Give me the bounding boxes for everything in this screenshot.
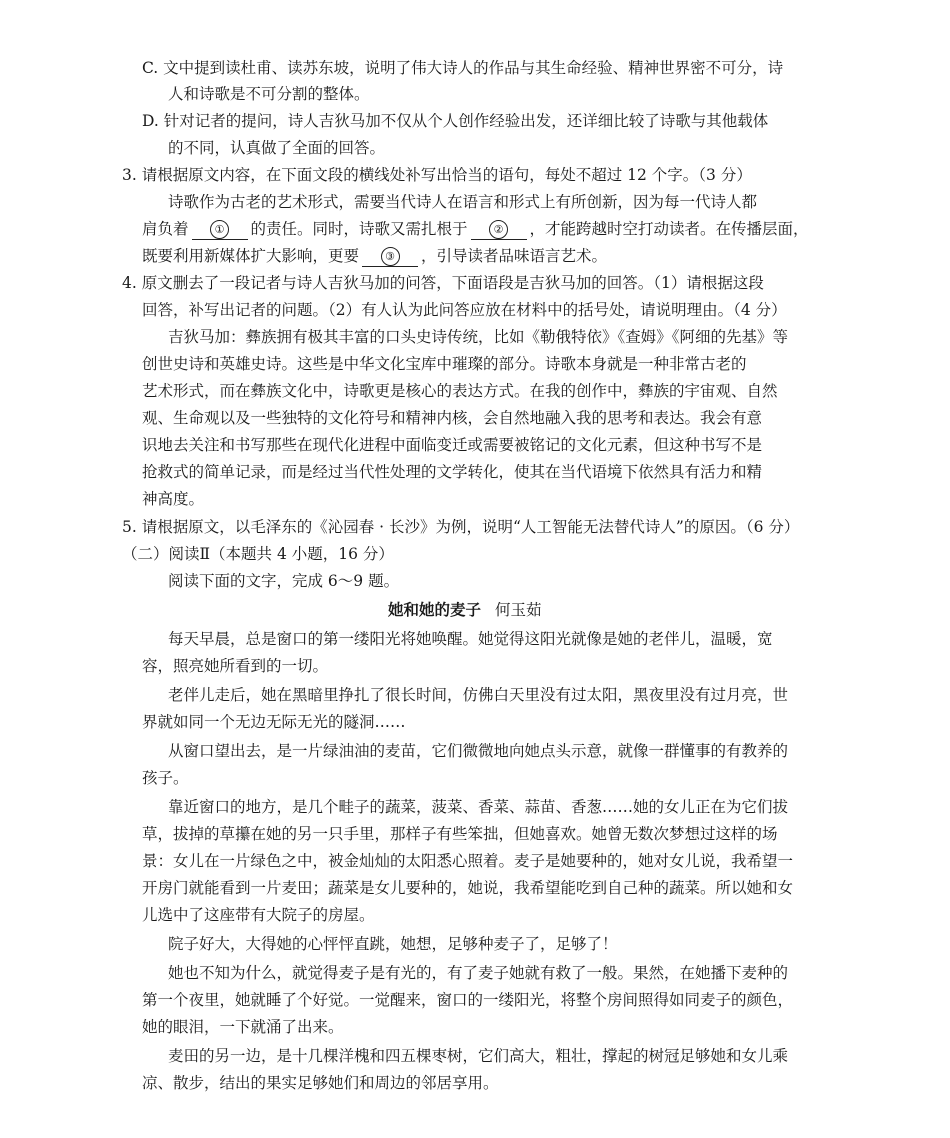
story-paragraph-5-line-1: 院子好大，大得她的心怦怦直跳，她想，足够种麦子了，足够了！ [168, 935, 618, 953]
story-author: 何玉茹 [495, 601, 542, 619]
story-paragraph-4-line-2: 草，拔掉的草攥在她的另一只手里，那样子有些笨拙，但她喜欢。她曾无数次梦想过这样的场 [142, 825, 778, 843]
option-c-line-1: C. 文中提到读杜甫、读苏东坡，说明了伟大诗人的作品与其生命经验、精神世界密不可分，诗 [142, 59, 784, 77]
story-title: 她和她的麦子 [388, 600, 482, 619]
question-4-answer-line-3: 艺术形式，而在彝族文化中，诗歌更是核心的表达方式。在我的创作中，彝族的宇宙观、自然 [142, 382, 778, 400]
question-3-passage-line-1: 诗歌作为古老的艺术形式，需要当代诗人在语言和形式上有所创新，因为每一代诗人都 [168, 193, 758, 211]
option-d-line-2: 的不同，认真做了全面的回答。 [168, 139, 386, 157]
story-heading [388, 599, 542, 621]
story-paragraph-7-line-1: 麦田的另一边，是十几棵洋槐和四五棵枣树，它们高大，粗壮，撑起的树冠足够她和女儿乘 [168, 1047, 789, 1065]
story-paragraph-2-line-1: 老伴儿走后，她在黑暗里挣扎了很长时间，仿佛白天里没有过太阳，黑夜里没有过月亮，世 [168, 686, 789, 704]
passage-text: 的责任。同时，诗歌又需扎根于 [250, 220, 468, 238]
fill-blank-3[interactable] [362, 247, 418, 267]
option-c-line-2: 人和诗歌是不可分割的整体。 [168, 85, 370, 103]
story-paragraph-6-line-2: 第一个夜里，她就睡了个好觉。一觉醒来，窗口的一缕阳光，将整个房间照得如同麦子的颜色， [142, 991, 794, 1009]
question-4-prompt-line-2: 回答，补写出记者的问题。（2）有人认为此问答应放在材料中的括号处，请说明理由。（4 分） [142, 301, 787, 319]
story-paragraph-6-line-3: 她的眼泪，一下就涌了出来。 [142, 1018, 344, 1036]
story-paragraph-3-line-1: 从窗口望出去，是一片绿油油的麦苗，它们微微地向她点头示意，就像一群懂事的有教养的 [168, 742, 789, 760]
blank-number: ② [489, 220, 508, 239]
section-2-heading: （二）阅读Ⅱ（本题共 4 小题，16 分） [122, 545, 394, 563]
story-paragraph-4-line-4: 开房门就能看到一片麦田；蔬菜是女儿要种的，她说，我希望能吃到自己种的蔬菜。所以她和女 [142, 879, 794, 897]
question-4-answer-line-5: 识地去关注和书写那些在现代化进程中面临变迁或需要被铭记的文化元素，但这种书写不是 [142, 436, 763, 454]
passage-text: 肩负着 [142, 220, 189, 238]
blank-number: ③ [381, 247, 400, 266]
passage-text: ，引导读者品味语言艺术。 [421, 247, 608, 265]
story-paragraph-7-line-2: 凉、散步，结出的果实足够她们和周边的邻居享用。 [142, 1074, 499, 1092]
question-3-passage-line-3 [142, 245, 607, 267]
question-4-answer-line-1: 吉狄马加：彝族拥有极其丰富的口头史诗传统，比如《勒俄特依》《查姆》《阿细的先基》等 [168, 328, 789, 346]
blank-number: ① [210, 220, 229, 239]
story-paragraph-4-line-5: 儿选中了这座带有大院子的房屋。 [142, 906, 375, 924]
fill-blank-1[interactable] [192, 220, 248, 240]
option-d-line-1: D. 针对记者的提问，诗人吉狄马加不仅从个人创作经验出发，还详细比较了诗歌与其他载体 [142, 112, 769, 130]
fill-blank-2[interactable] [471, 220, 527, 240]
question-4-answer-line-7: 神高度。 [142, 490, 205, 508]
story-paragraph-1-line-2: 容，照亮她所看到的一切。 [142, 657, 329, 675]
question-3-prompt: 3. 请根据原文内容，在下面文段的横线处补写出恰当的语句，每处不超过 12 个字。（3 分） [122, 166, 752, 184]
question-3-passage-line-2 [142, 218, 809, 240]
question-4-answer-line-6: 抢救式的简单记录，而是经过当代性处理的文学转化，使其在当代语境下依然具有活力和精 [142, 463, 763, 481]
question-4-answer-line-2: 创世史诗和英雄史诗。这些是中华文化宝库中璀璨的部分。诗歌本身就是一种非常古老的 [142, 355, 747, 373]
passage-text: 既要利用新媒体扩大影响，更要 [142, 247, 360, 265]
question-4-answer-line-4: 观、生命观以及一些独特的文化符号和精神内核，会自然地融入我的思考和表达。我会有意 [142, 409, 763, 427]
story-paragraph-4-line-1: 靠近窗口的地方，是几个畦子的蔬菜，菠菜、香菜、蒜苗、香葱……她的女儿正在为它们拔 [168, 798, 789, 816]
story-paragraph-1-line-1: 每天早晨，总是窗口的第一缕阳光将她唤醒。她觉得这阳光就像是她的老伴儿，温暖，宽 [168, 630, 773, 648]
question-5-prompt: 5. 请根据原文，以毛泽东的《沁园春 · 长沙》为例，说明“人工智能无法替代诗人”的原因。（6 分） [122, 518, 800, 536]
question-4-prompt-line-1: 4. 原文删去了一段记者与诗人吉狄马加的问答，下面语段是吉狄马加的回答。（1）请根据这段 [122, 274, 764, 292]
story-paragraph-4-line-3: 景：女儿在一片绿色之中，被金灿灿的太阳悉心照着。麦子是她要种的，她对女儿说，我希望一 [142, 852, 794, 870]
story-paragraph-6-line-1: 她也不知为什么，就觉得麦子是有光的，有了麦子她就有救了一般。果然，在她播下麦种的 [168, 964, 789, 982]
section-2-instruction: 阅读下面的文字，完成 6～9 题。 [168, 572, 400, 590]
story-paragraph-3-line-2: 孩子。 [142, 769, 189, 787]
story-paragraph-2-line-2: 界就如同一个无边无际无光的隧洞…… [142, 713, 406, 731]
passage-text: ，才能跨越时空打动读者。在传播层面， [529, 220, 809, 238]
